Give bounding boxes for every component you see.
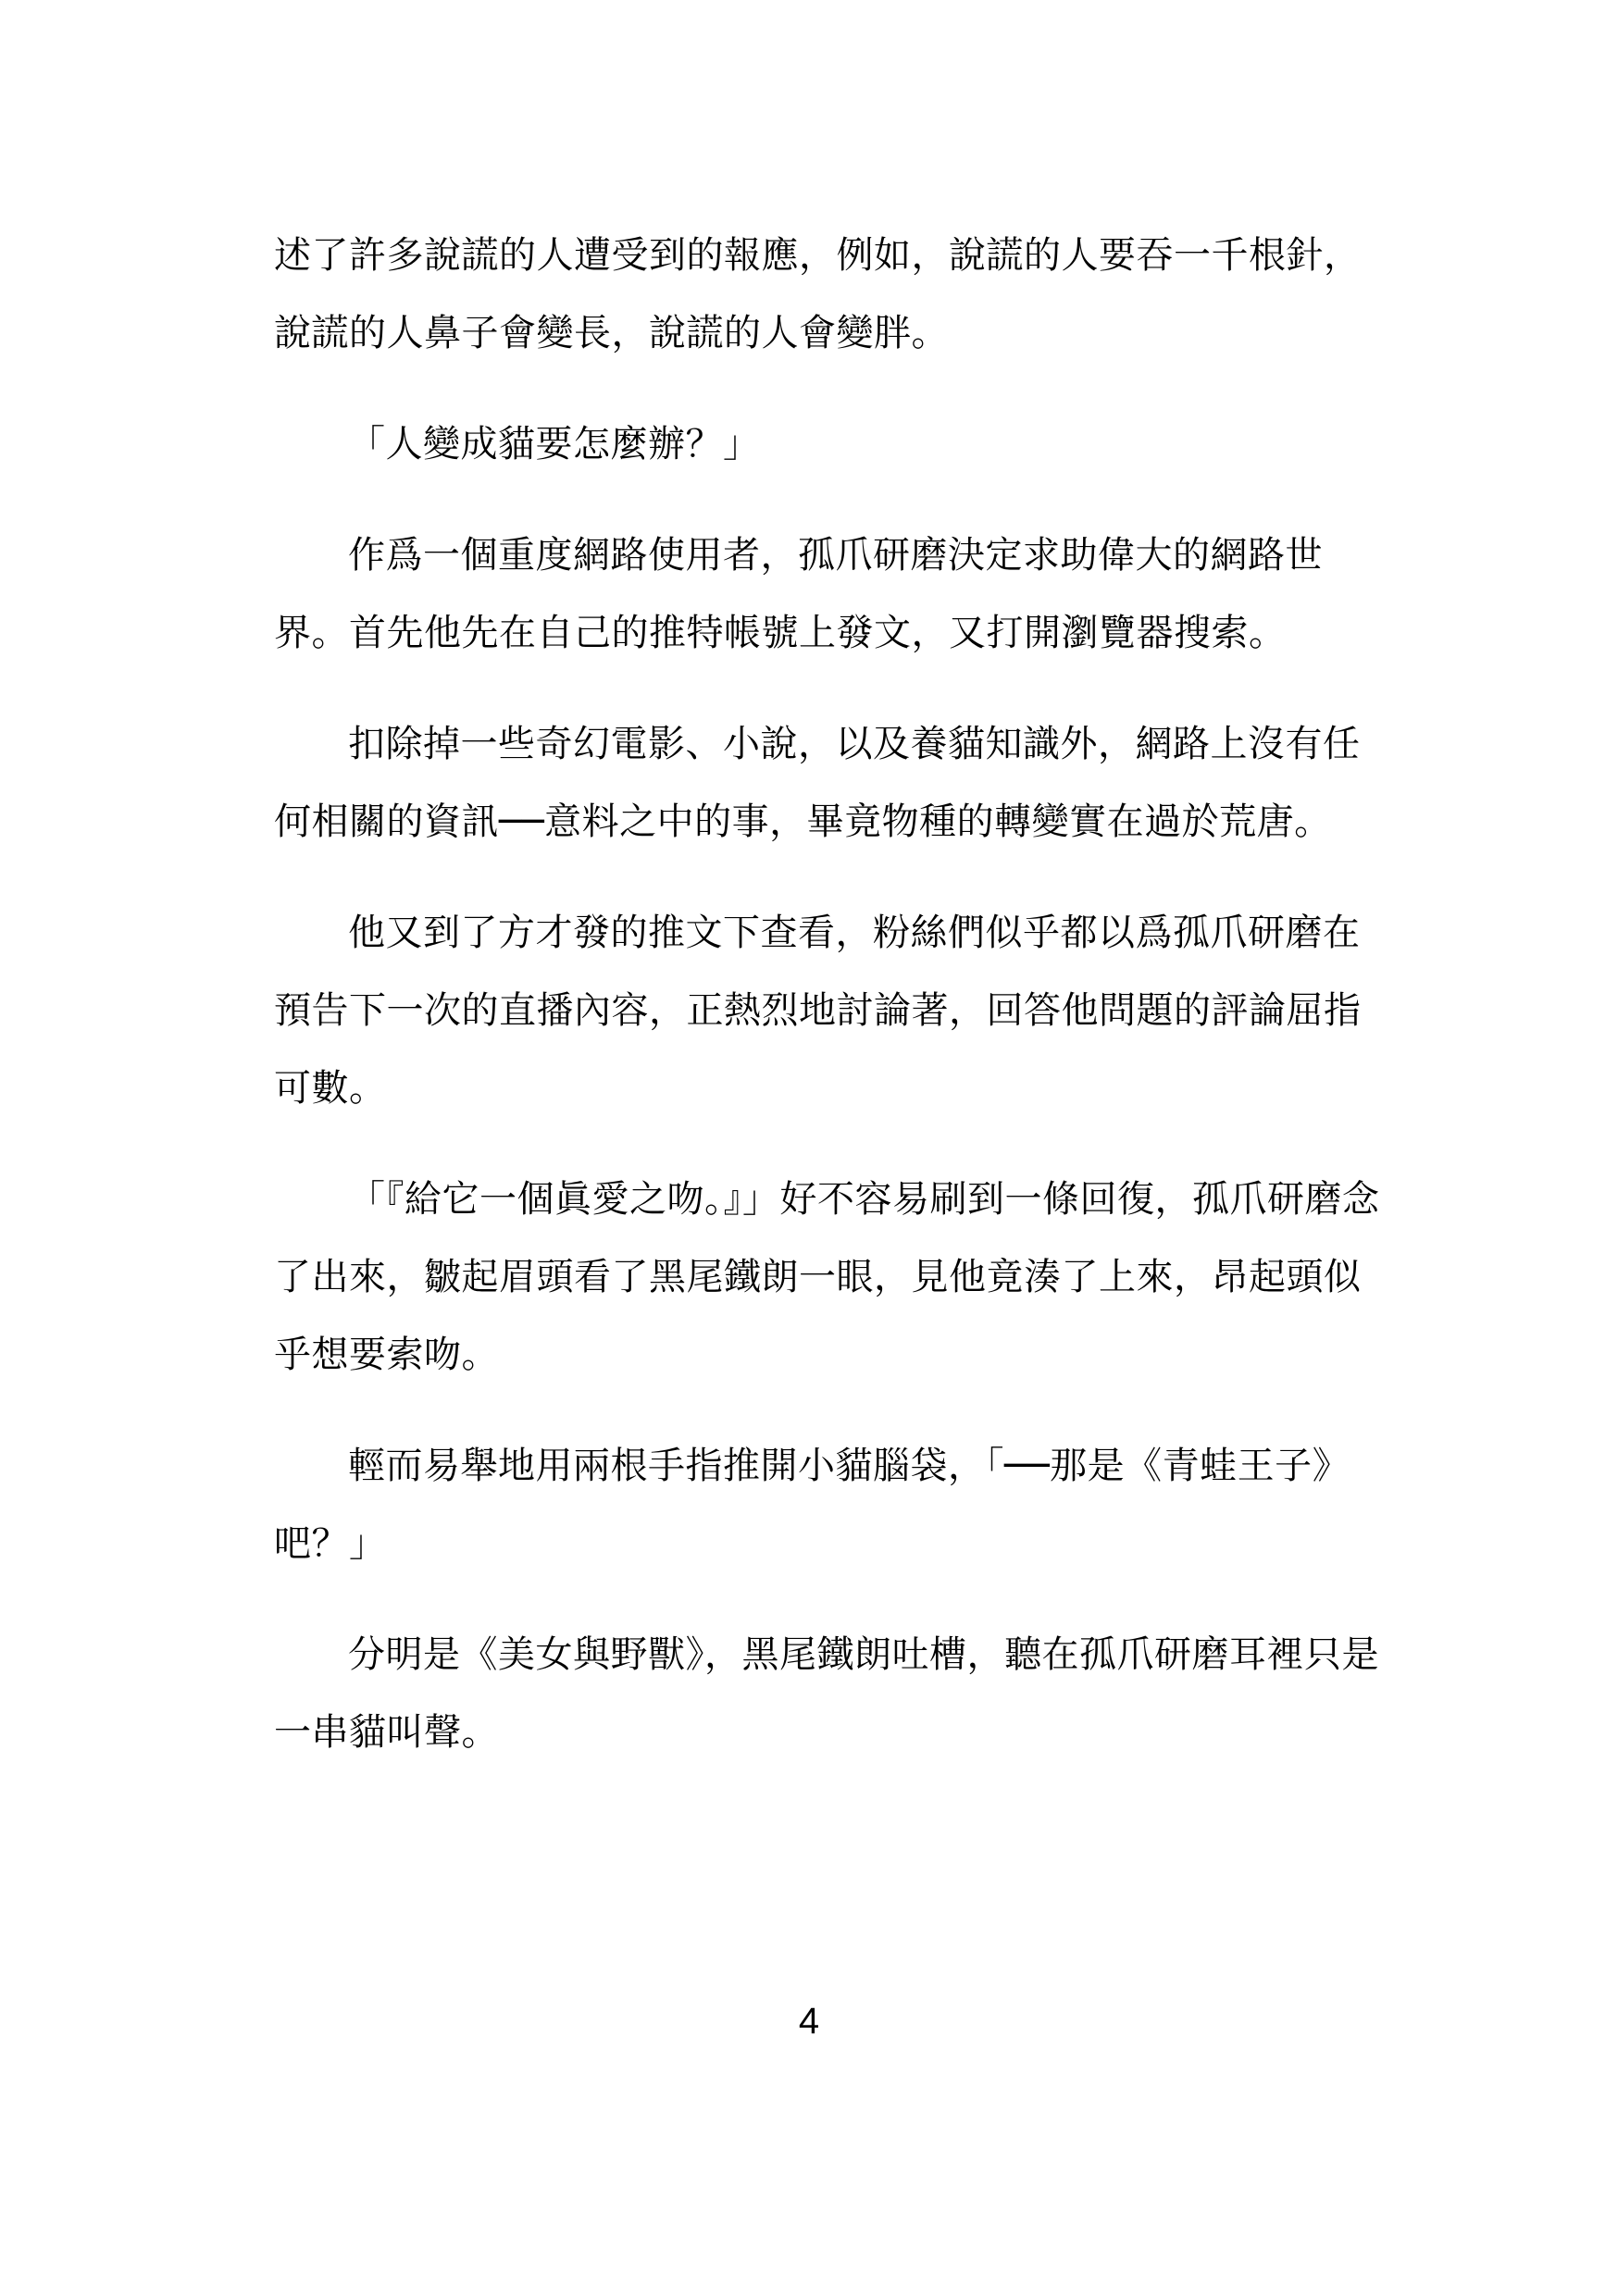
text-line: 吧？」 [274, 1522, 387, 1565]
text-line: 一串貓叫聲。 [274, 1711, 499, 1754]
text-line: 可數。 [274, 1067, 387, 1110]
text-line: 他又到了方才發的推文下查看，粉絲們似乎都以爲孤爪研磨在 [348, 912, 1361, 954]
text-line: 分明是《美女與野獸》，黑尾鐵朗吐槽，聽在孤爪研磨耳裡只是 [348, 1633, 1379, 1676]
text-line: 扣除掉一些奇幻電影、小說，以及養貓知識外，網路上沒有任 [348, 723, 1361, 765]
text-line: 乎想要索吻。 [274, 1334, 499, 1376]
text-line: 輕而易舉地用兩根手指推開小貓腦袋，「──那是《青蛙王子》 [348, 1445, 1350, 1487]
text-line: 預告下一次的直播內容，正熱烈地討論著，回答他問題的評論屈指 [274, 989, 1362, 1032]
text-line: 作爲一個重度網路使用者，孤爪研磨決定求助偉大的網路世 [348, 534, 1323, 577]
text-line: 「『給它一個眞愛之吻。』」好不容易刷到一條回復，孤爪研磨念 [348, 1178, 1380, 1221]
page-number: 4 [798, 2001, 820, 2042]
text-line: 述了許多說謊的人遭受到的報應，例如，說謊的人要吞一千根針， [274, 234, 1362, 277]
text-line: 了出來，皺起眉頭看了黑尾鐵朗一眼，見他竟湊了上來，昂起頭似 [274, 1256, 1362, 1298]
text-line: 「人變成貓要怎麼辦？」 [348, 423, 761, 465]
text-line: 界。首先他先在自己的推特帳號上發文，又打開瀏覽器搜索。 [274, 612, 1287, 654]
text-line: 說謊的人鼻子會變長，說謊的人會變胖。 [274, 312, 949, 354]
text-line: 何相關的資訊──意料之中的事，畢竟物種的轉變實在過於荒唐。 [274, 800, 1332, 843]
